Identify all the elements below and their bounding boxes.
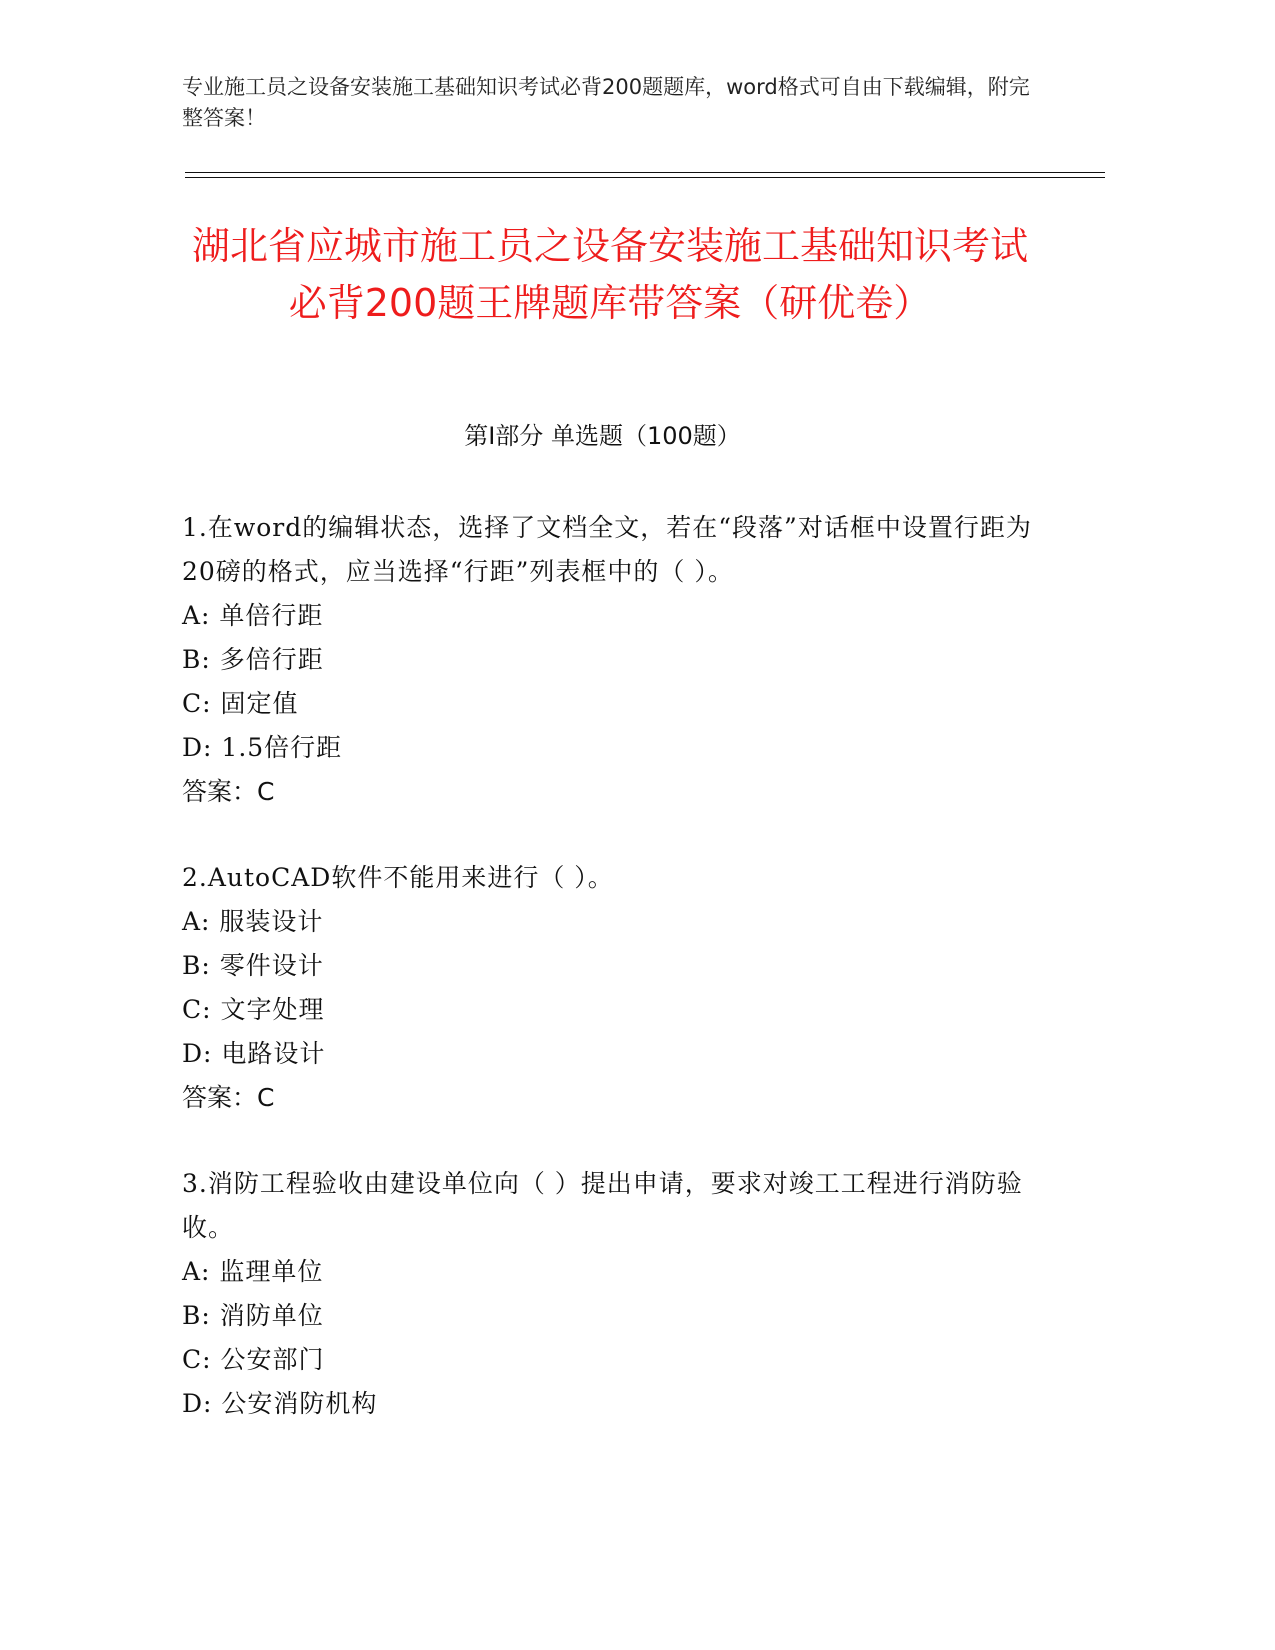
- question-3: [182, 1162, 1032, 1426]
- answer: 答案：C: [182, 1083, 275, 1112]
- answer: 答案：C: [182, 777, 275, 806]
- header-divider-top: [185, 172, 1105, 173]
- question-stem: 3.消防工程验收由建设单位向（ ）提出申请，要求对竣工工程进行消防验收。: [182, 1169, 1023, 1242]
- section-heading: 第I部分 单选题（100题）: [464, 422, 741, 450]
- option-c: C: 固定值: [182, 689, 299, 718]
- option-d: D: 1.5倍行距: [182, 733, 343, 762]
- option-b: B: 消防单位: [182, 1301, 324, 1330]
- document-title: 湖北省应城市施工员之设备安装施工基础知识考试必背200题王牌题库带答案（研优卷）: [191, 224, 1028, 325]
- question-stem: 2.AutoCAD软件不能用来进行（ ）。: [182, 863, 614, 892]
- option-c: C: 公安部门: [182, 1345, 325, 1374]
- option-d: D: 电路设计: [182, 1039, 326, 1068]
- question-list: [182, 506, 1032, 1468]
- header-divider-bottom: [185, 177, 1105, 178]
- option-d: D: 公安消防机构: [182, 1389, 378, 1418]
- header-note: 专业施工员之设备安装施工基础知识考试必背200题题库，word格式可自由下载编辑，附完整答案！: [182, 75, 1030, 130]
- option-a: A: 单倍行距: [182, 601, 324, 630]
- option-a: A: 监理单位: [182, 1257, 324, 1286]
- question-1: [182, 506, 1032, 814]
- question-2: [182, 856, 1032, 1120]
- option-a: A: 服装设计: [182, 907, 324, 936]
- option-c: C: 文字处理: [182, 995, 325, 1024]
- option-b: B: 零件设计: [182, 951, 324, 980]
- question-stem: 1.在word的编辑状态，选择了文档全文，若在“段落”对话框中设置行距为20磅的格式，应当选择“行距”列表框中的（ ）。: [182, 513, 1032, 586]
- option-b: B: 多倍行距: [182, 645, 324, 674]
